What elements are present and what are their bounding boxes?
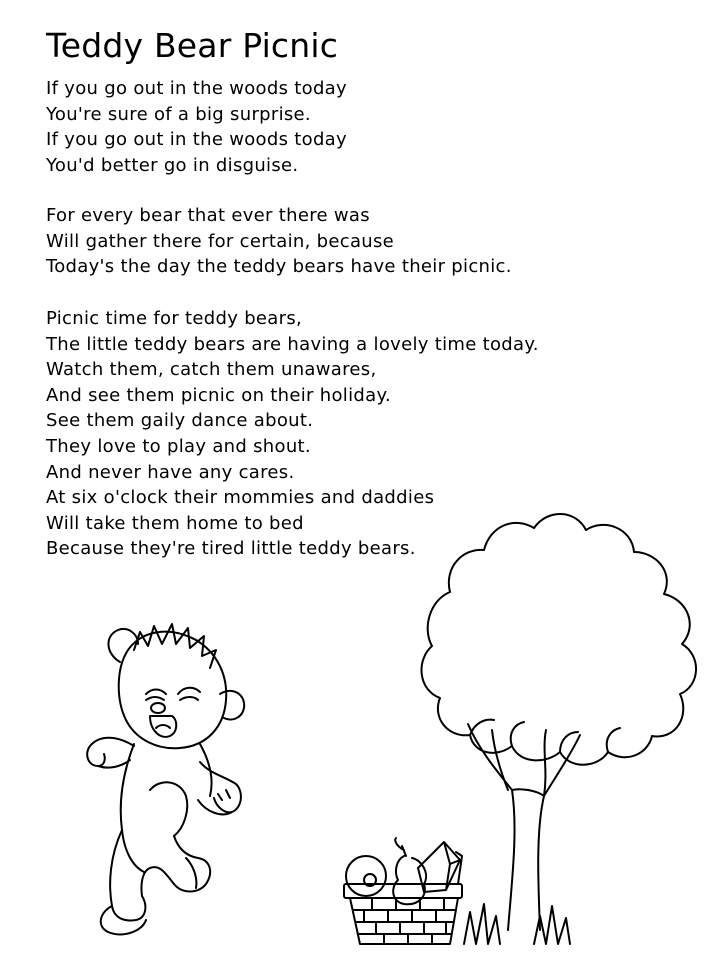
verse-line: Watch them, catch them unawares, xyxy=(46,359,377,381)
bear-mouth xyxy=(150,716,176,737)
bear-hair xyxy=(134,624,216,668)
verse-line: Today's the day the teddy bears have their picnic. xyxy=(46,256,512,278)
verse-line: For every bear that ever there was xyxy=(46,205,370,226)
tree-canopy xyxy=(422,514,697,765)
verse-line: And never have any cares. xyxy=(46,461,295,483)
bear-belly xyxy=(150,782,187,836)
bear-leg-raised xyxy=(150,836,210,892)
verse-line: If you go out in the woods today xyxy=(46,129,347,151)
verse-line: If you go out in the woods today xyxy=(46,78,347,99)
grass xyxy=(464,904,570,944)
bear-arm-left xyxy=(87,738,134,768)
verse-line: The little teddy bears are having a lovely time today. xyxy=(46,333,539,355)
verse-line: Will take them home to bed xyxy=(46,512,304,534)
verse-line: And see them picnic on their holiday. xyxy=(46,384,391,406)
verse-line: See them gaily dance about. xyxy=(46,410,314,432)
verse-line: Because they're tired little teddy bears. xyxy=(46,538,416,560)
tree-trunk xyxy=(468,724,580,930)
page-title: Teddy Bear Picnic xyxy=(46,26,339,65)
bear-eyes xyxy=(146,688,200,700)
bear-arm-right xyxy=(198,762,241,814)
tree-illustration xyxy=(422,514,697,944)
verse-line: Will gather there for certain, because xyxy=(46,230,395,252)
picnic-basket-illustration xyxy=(344,838,462,944)
teddy-bear-illustration xyxy=(87,624,244,934)
pear xyxy=(393,838,426,904)
verse-line: You'd better go in disguise. xyxy=(46,154,299,176)
verse-line: You're sure of a big surprise. xyxy=(46,103,311,125)
bear-nose xyxy=(151,703,165,713)
verse-line: They love to play and shout. xyxy=(46,435,311,457)
verse-line: Picnic time for teddy bears, xyxy=(46,308,303,329)
bear-body xyxy=(121,744,212,872)
verse-line: At six o'clock their mommies and daddies xyxy=(46,487,435,509)
